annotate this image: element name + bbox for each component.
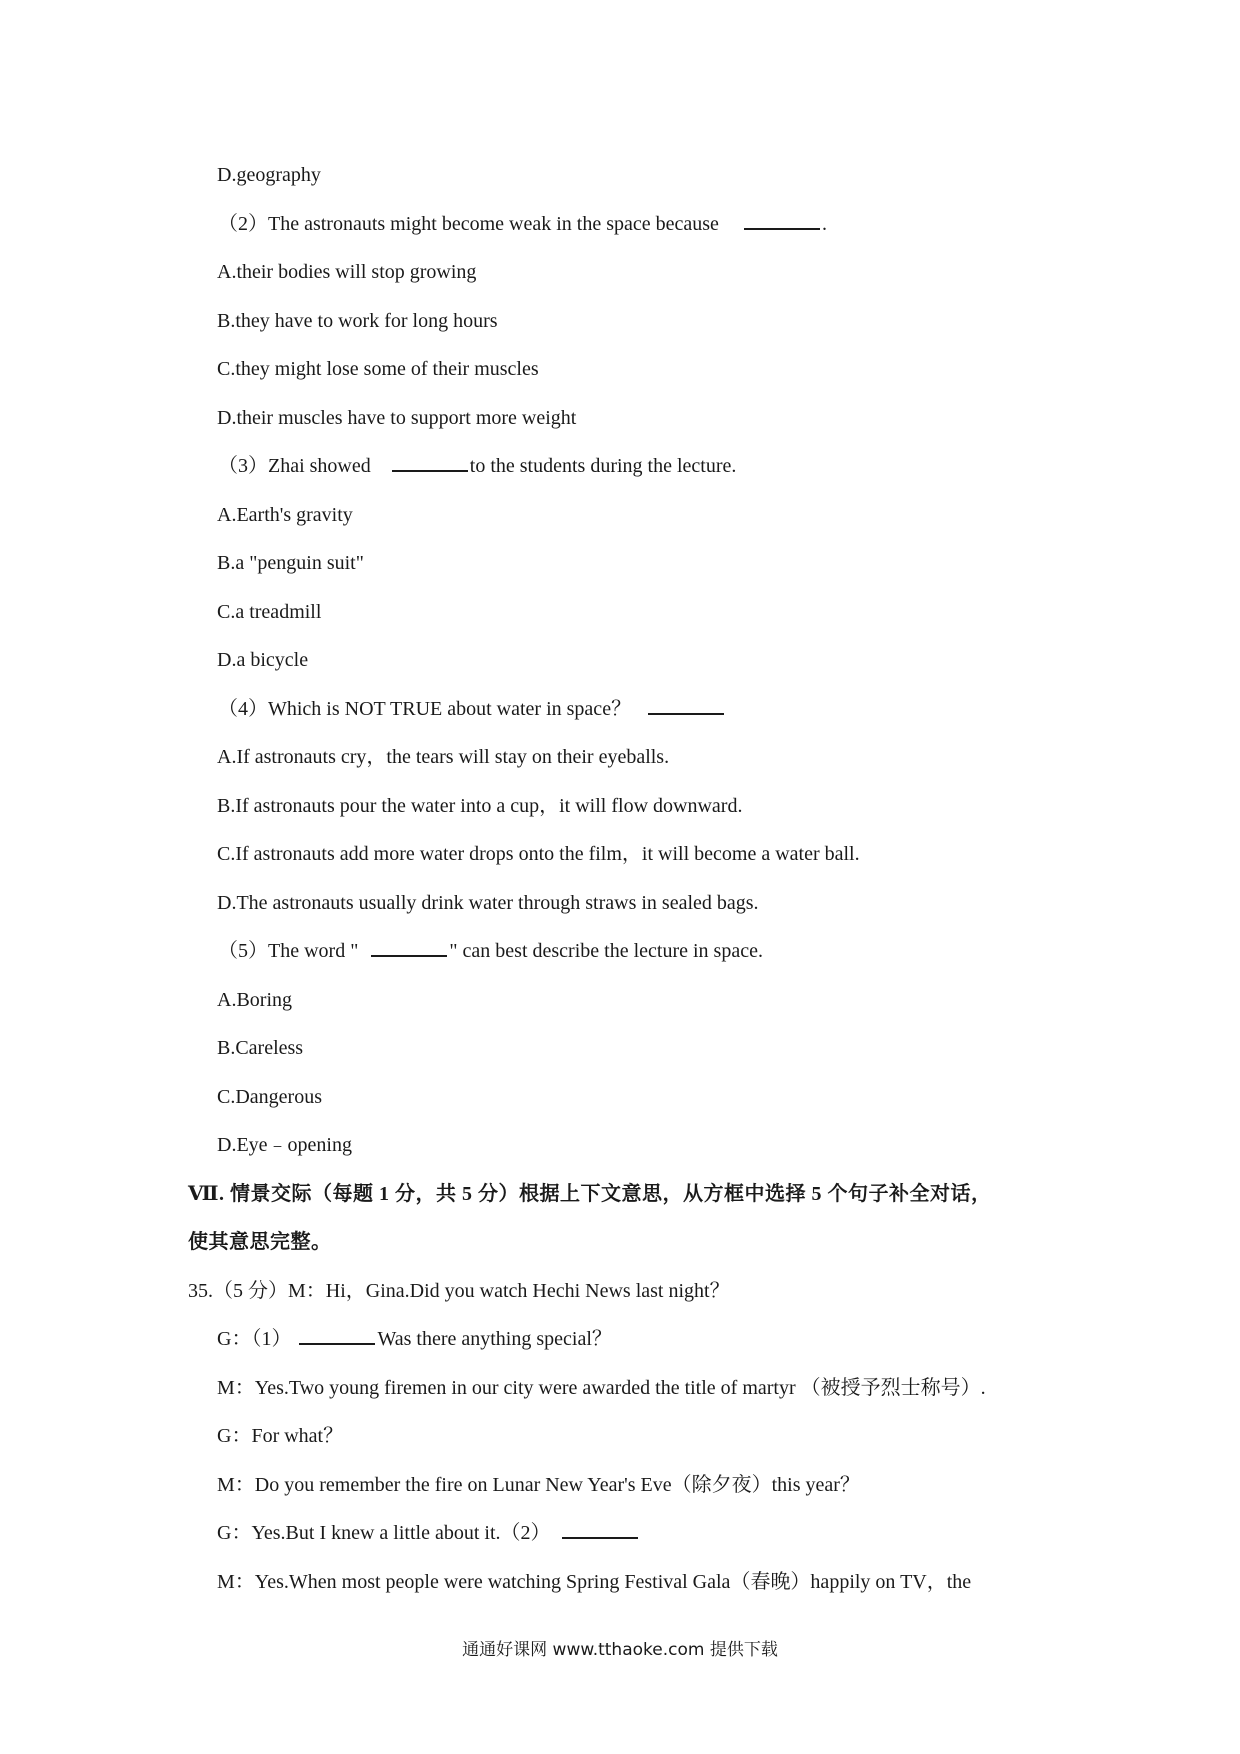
- q35-g3: [217, 1520, 640, 1546]
- q5-option-c: C.Dangerous: [217, 1086, 322, 1108]
- q3-option-c: C.a treadmill: [217, 601, 322, 623]
- q3-option-b: B.a "penguin suit": [217, 552, 364, 574]
- q3-answer-blank[interactable]: [392, 454, 468, 472]
- q35-m3: M：Do you remember the fire on Lunar New Year's Eve（除夕夜）this year？: [217, 1474, 860, 1496]
- section-7-heading: Ⅶ. 情景交际（每题 1 分，共 5 分）根据上下文意思，从方框中选择 5 个句子补全对话，: [188, 1183, 992, 1205]
- q35-intro: 35.（5 分）M：Hi，Gina.Did you watch Hechi News last night？: [188, 1280, 730, 1302]
- q4-option-a: A.If astronauts cry，the tears will stay on their eyeballs.: [217, 746, 670, 768]
- q5-option-b: B.Careless: [217, 1037, 304, 1059]
- q2-option-d: D.their muscles have to support more weight: [217, 407, 577, 429]
- q4-prompt: [218, 696, 726, 722]
- q4-prompt-text: （4）Which is NOT TRUE about water in space？: [218, 698, 632, 720]
- q2-prompt-end: .: [821, 213, 827, 235]
- q4-option-c: C.If astronauts add more water drops onto the film，it will become a water ball.: [217, 843, 860, 865]
- q35-g1: [217, 1326, 612, 1352]
- q3-option-a: A.Earth's gravity: [217, 504, 353, 526]
- q1-option-d: D.geography: [217, 164, 321, 186]
- q4-option-b: B.If astronauts pour the water into a cup，it will flow downward.: [217, 795, 743, 817]
- q5-option-d: D.Eye﹣opening: [217, 1134, 352, 1156]
- q35-g1-speaker: G：（1）: [217, 1328, 292, 1350]
- q35-blank-1[interactable]: [299, 1327, 375, 1345]
- q35-blank-2[interactable]: [562, 1521, 638, 1539]
- q2-prompt-text: （2）The astronauts might become weak in the space because: [218, 213, 719, 235]
- q3-prompt-end: to the students during the lecture.: [469, 455, 737, 477]
- q2-option-c: C.they might lose some of their muscles: [217, 358, 539, 380]
- q5-prompt-text: （5）The word ": [218, 940, 359, 962]
- q5-answer-blank[interactable]: [371, 939, 447, 957]
- q2-answer-blank[interactable]: [744, 212, 820, 230]
- q2-option-a: A.their bodies will stop growing: [217, 261, 477, 283]
- q35-g1-text: Was there anything special？: [377, 1328, 612, 1350]
- footer-download-note: 通通好课网 www.tthaoke.com 提供下载: [462, 1640, 778, 1660]
- q4-answer-blank[interactable]: [648, 697, 724, 715]
- q35-g2: G：For what？: [217, 1425, 344, 1447]
- q5-prompt-end: " can best describe the lecture in space.: [449, 940, 763, 962]
- q2-prompt: [218, 211, 827, 237]
- q35-g3-text: G：Yes.But I knew a little about it.（2）: [217, 1522, 551, 1544]
- section-7-heading-cont: 使其意思完整。: [188, 1231, 332, 1253]
- q35-m2: M：Yes.Two young firemen in our city were awarded the title of martyr （被授予烈士称号）.: [217, 1377, 986, 1399]
- q3-option-d: D.a bicycle: [217, 649, 309, 671]
- q35-m4: M：Yes.When most people were watching Spring Festival Gala（春晚）happily on TV，the: [217, 1571, 972, 1593]
- q4-option-d: D.The astronauts usually drink water through straws in sealed bags.: [217, 892, 759, 914]
- q5-option-a: A.Boring: [217, 989, 292, 1011]
- q5-prompt: [218, 938, 763, 964]
- q3-prompt: [218, 453, 736, 479]
- q2-option-b: B.they have to work for long hours: [217, 310, 498, 332]
- q3-prompt-text: （3）Zhai showed: [218, 455, 371, 477]
